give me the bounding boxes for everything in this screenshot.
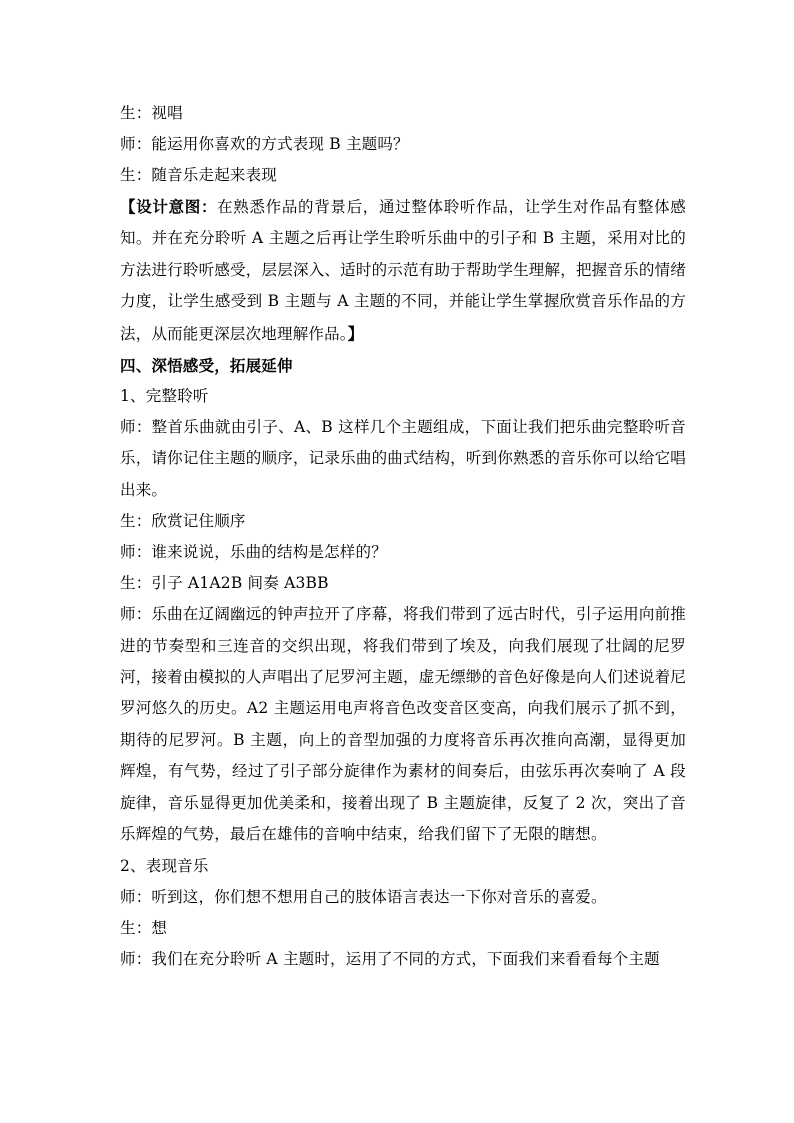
teacher-paragraph-description: 师：乐曲在辽阔幽远的钟声拉开了序幕，将我们带到了远古时代，引子运用向前推进的节奏型和三连音的交织出现，将我们带到了埃及，向我们展现了壮阔的尼罗河，接着由模拟的人声唱出了尼罗河主题，虚无缥缈的音色好像是向人们述说着尼罗河悠久的历史。A2 主题运用电声将音色改变音区变高，向我们展示了抓不到，期待的尼罗河。B 主题，向上的音型加强的力度将音乐再次推向高潮，显得更加辉煌，有气势，经过了引子部分旋律作为素材的间奏后，由弦乐再次奏响了 A 段旋律，音乐显得更加优美柔和，接着出现了 B 主题旋律，反复了 2 次，突出了音乐辉煌的气势，最后在雄伟的音响中结束，给我们留下了无限的瞎想。 (120, 605, 686, 844)
student-line-sing: 生：视唱 (120, 104, 183, 122)
document-body (120, 98, 686, 975)
section-heading: 四、深悟感受，拓展延伸 (120, 356, 293, 376)
student-line-walk: 生：随音乐走起来表现 (120, 166, 278, 184)
student-line-order: 生：欣赏记住顺序 (120, 512, 246, 531)
design-intent-label: 设计意图 (136, 197, 201, 216)
subheading-complete-listening: 1、完整聆听 (120, 387, 209, 406)
teacher-line-structure-question: 师：谁来说说，乐曲的结构是怎样的？ (120, 543, 387, 562)
teacher-line-themes: 师：我们在充分聆听 A 主题时，运用了不同的方式，下面我们来看看每个主题 (120, 949, 660, 968)
design-intent-paragraph (120, 191, 686, 350)
design-intent-body: 在熟悉作品的背景后，通过整体聆听作品，让学生对作品有整体感知。并在充分聆听 A 主题之后再让学生聆听乐曲中的引子和 B 主题，采用对比的方法进行聆听感受，层层深入、适时的示范有助于帮助学生理解，把握音乐的情绪力度，让学生感受到 B 主题与 A 主题的不同，并能让学生掌握欣赏音乐作品的方法，从而能更深层次地理解作品。 (120, 198, 686, 343)
student-line-yes: 生：想 (120, 918, 168, 937)
design-intent-close-bracket: 】 (347, 323, 364, 343)
design-intent-open-bracket: 【 (120, 197, 137, 216)
design-intent-colon: ： (200, 197, 218, 216)
teacher-paragraph-structure: 师：整首乐曲就由引子、A、B 这样几个主题组成，下面让我们把乐曲完整聆听音乐，请你记住主题的顺序，记录乐曲的曲式结构，听到你熟悉的音乐你可以给它唱出来。 (120, 418, 686, 499)
teacher-line-question-b: 师：能运用你喜欢的方式表现 B 主题吗？ (120, 135, 409, 153)
subheading-perform-music: 2、表现音乐 (120, 856, 209, 875)
student-line-structure-answer: 生：引子 A1A2B 间奏 A3BB (120, 574, 329, 593)
teacher-line-body-language: 师：听到这，你们想不想用自己的肢体语言表达一下你对音乐的喜爱。 (120, 887, 607, 906)
